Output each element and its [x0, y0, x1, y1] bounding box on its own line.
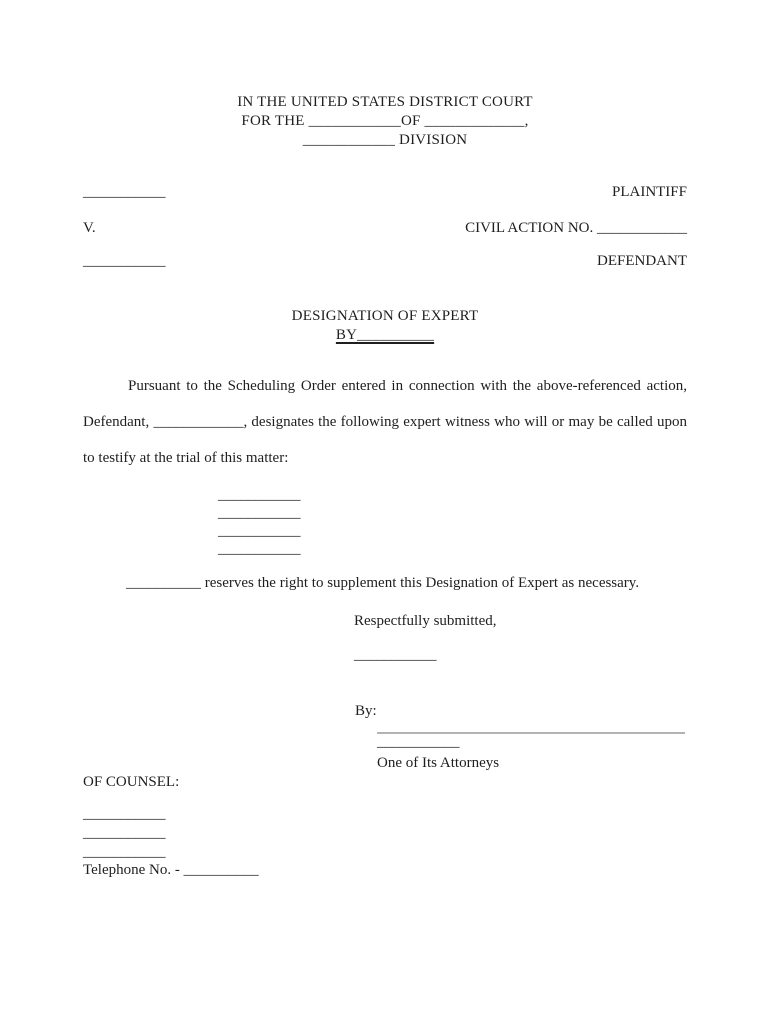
expert-name-blank[interactable]: ___________: [218, 505, 301, 521]
expert-list: [218, 486, 301, 558]
caption-row-defendant: [83, 251, 687, 271]
defendant-name-blank[interactable]: ___________: [83, 253, 166, 269]
respectfully-submitted: Respectfully submitted,: [354, 613, 497, 629]
counsel-blanks: [83, 805, 166, 862]
plaintiff-label: PLAINTIFF: [611, 184, 687, 200]
caption-row-versus: [83, 218, 687, 238]
counsel-blank[interactable]: ___________: [83, 844, 166, 860]
expert-name-blank[interactable]: ___________: [218, 487, 301, 503]
versus-label: V.: [83, 220, 96, 236]
counsel-blank[interactable]: ___________: [83, 825, 166, 841]
by-label: By:: [355, 703, 377, 719]
body-paragraph: Pursuant to the Scheduling Order entered in connection with the above-referenced action, Defendant, ____________, designates the following expert witness who will or may be called upon to testify at the trial of this matter:: [83, 378, 687, 466]
document-title: DESIGNATION OF EXPERT: [291, 308, 479, 324]
counsel-blank[interactable]: ___________: [83, 806, 166, 822]
expert-name-blank[interactable]: ___________: [218, 541, 301, 557]
telephone-line: Telephone No. - __________: [83, 862, 259, 878]
court-location-line: FOR THE ____________OF _____________,: [241, 113, 529, 129]
of-counsel-label: OF COUNSEL:: [83, 774, 180, 790]
defendant-label: DEFENDANT: [597, 253, 687, 269]
reserves-line: __________ reserves the right to supplement this Designation of Expert as necessary.: [126, 575, 640, 591]
attorney-name-blank[interactable]: ___________: [377, 734, 460, 750]
by-blank[interactable]: BY__________: [335, 327, 435, 343]
firm-name-blank[interactable]: ___________: [354, 647, 437, 663]
civil-action-number: CIVIL ACTION NO. ____________: [465, 220, 687, 236]
court-header: [0, 93, 770, 150]
plaintiff-name-blank[interactable]: ___________: [83, 184, 166, 200]
designation-by-line: [0, 326, 770, 345]
attorney-title: One of Its Attorneys: [377, 755, 500, 771]
expert-name-blank[interactable]: ___________: [218, 523, 301, 539]
court-name-line: IN THE UNITED STATES DISTRICT COURT: [237, 94, 533, 110]
court-division-line: ____________ DIVISION: [302, 132, 468, 148]
document-title-block: [0, 307, 770, 345]
caption-row-plaintiff: [83, 182, 687, 202]
